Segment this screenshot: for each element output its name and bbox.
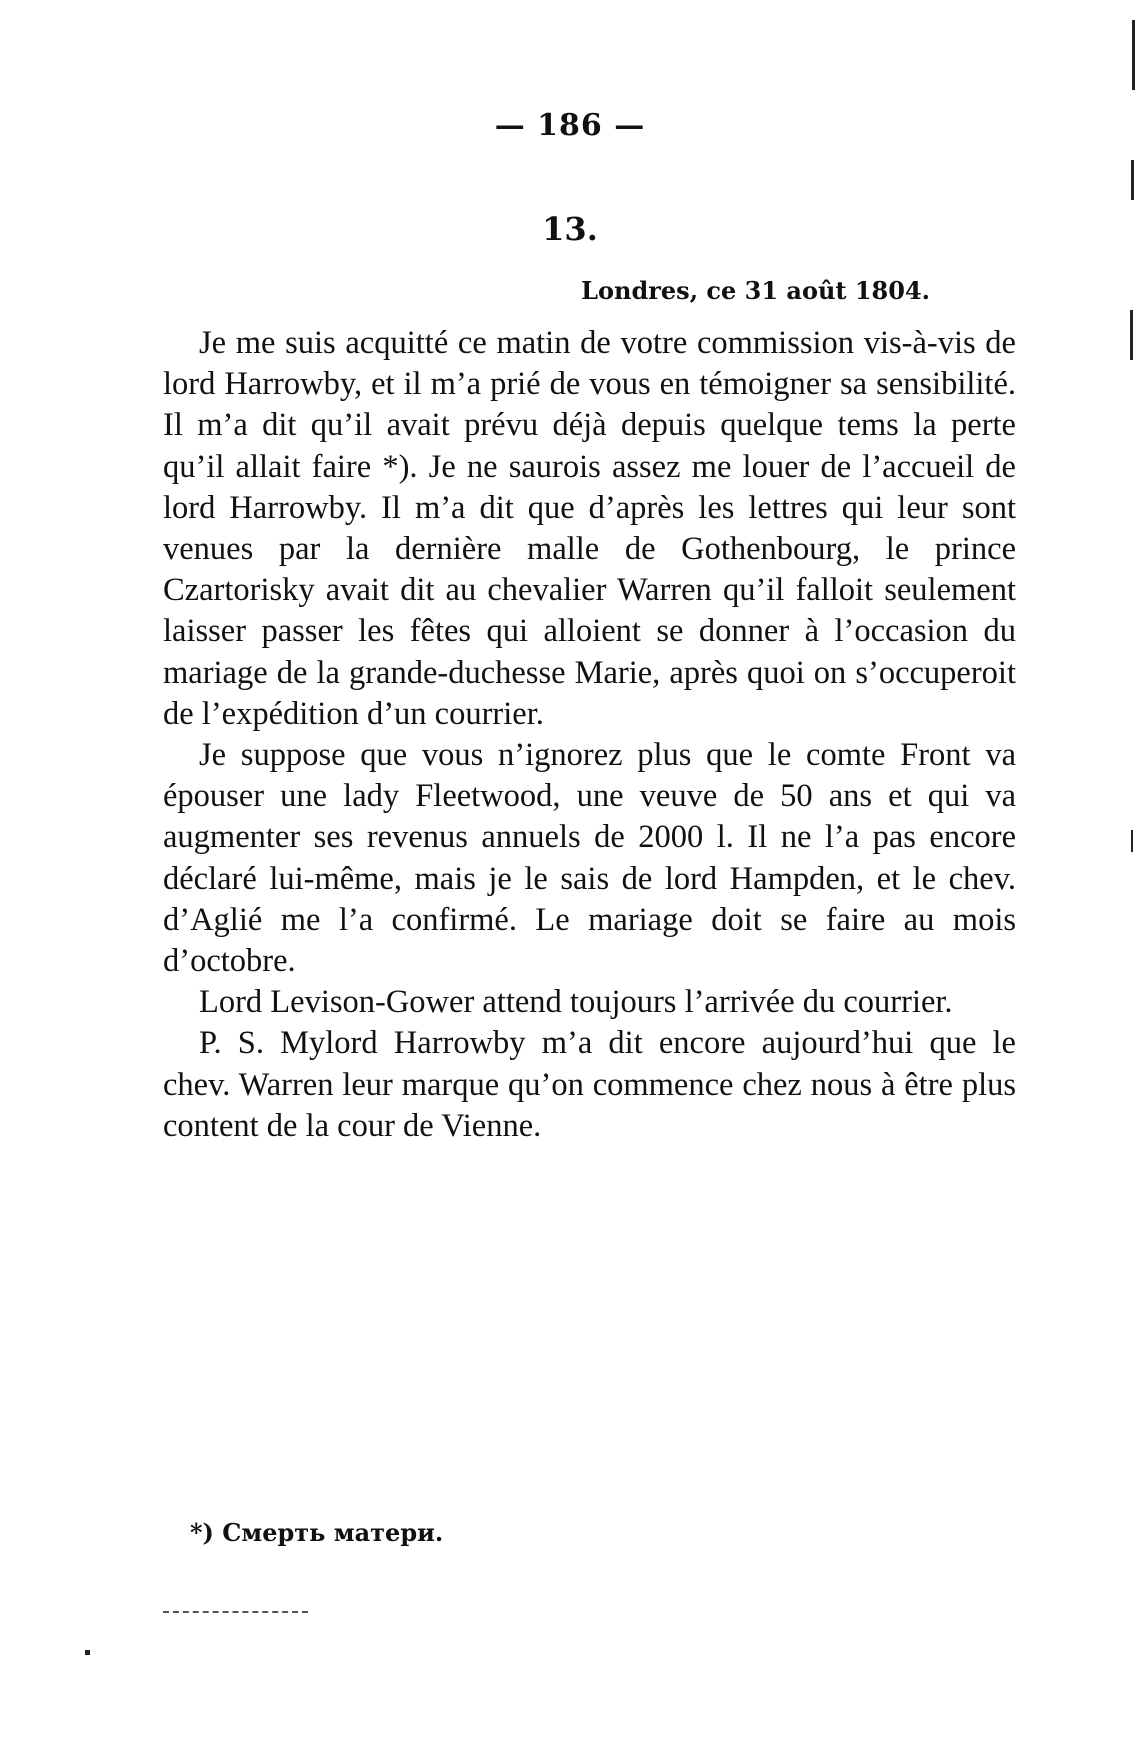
footnote-rule <box>163 1611 308 1613</box>
letter-body <box>163 323 1016 1147</box>
scan-margin-mark <box>1130 310 1133 360</box>
page-number: — 186 — <box>494 108 646 143</box>
paragraph-2: Je suppose que vous n’ignorez plus que le comte Front va épouser une lady Fleetwood, une veuve de 50 ans et qui va augmenter ses revenus annuels de 2000 l. Il ne l’a pas encore déclaré lui-même, mais je le sais de lord Hampden, et le chev. d’Aglié me l’a confirmé. Le mariage doit se faire au mois d’octobre. <box>163 737 1016 980</box>
paragraph-3: Lord Levison-Gower attend toujours l’arrivée du courrier. <box>199 984 953 1021</box>
scan-margin-mark <box>1132 20 1135 90</box>
letter-number: 13. <box>542 210 598 248</box>
paragraph-4-postscript: P. S. Mylord Harrowby m’a dit encore aujourd’hui que le chev. Warren leur marque qu’on commence chez nous à être plus content de la cour de Vienne. <box>163 1025 1016 1144</box>
scan-margin-mark <box>1131 830 1133 852</box>
paragraph-1: Je me suis acquitté ce matin de votre commission vis-à-vis de lord Harrowby, et il m’a prié de vous en témoigner sa sensibilité. Il m’a dit qu’il avait prévu déjà depuis quelque tems la perte qu’il allait faire *). Je ne saurois assez me louer de l’accueil de lord Harrowby. Il m’a dit que d’après les lettres qui leur sont venues par la dernière malle de Gothenbourg, le prince Czartorisky avait dit au chevalier Warren qu’il falloit seulement laisser passer les fêtes qui alloient se donner à l’occasion du mariage de la grande-duchesse Marie, après quoi on s’occuperoit de l’expédition d’un courrier. <box>163 325 1016 732</box>
scan-margin-mark <box>1131 160 1134 200</box>
scan-margin-mark <box>85 1650 90 1655</box>
footnote: *) Смерть матери. <box>190 1518 444 1547</box>
dateline: Londres, ce 31 août 1804. <box>581 276 930 305</box>
